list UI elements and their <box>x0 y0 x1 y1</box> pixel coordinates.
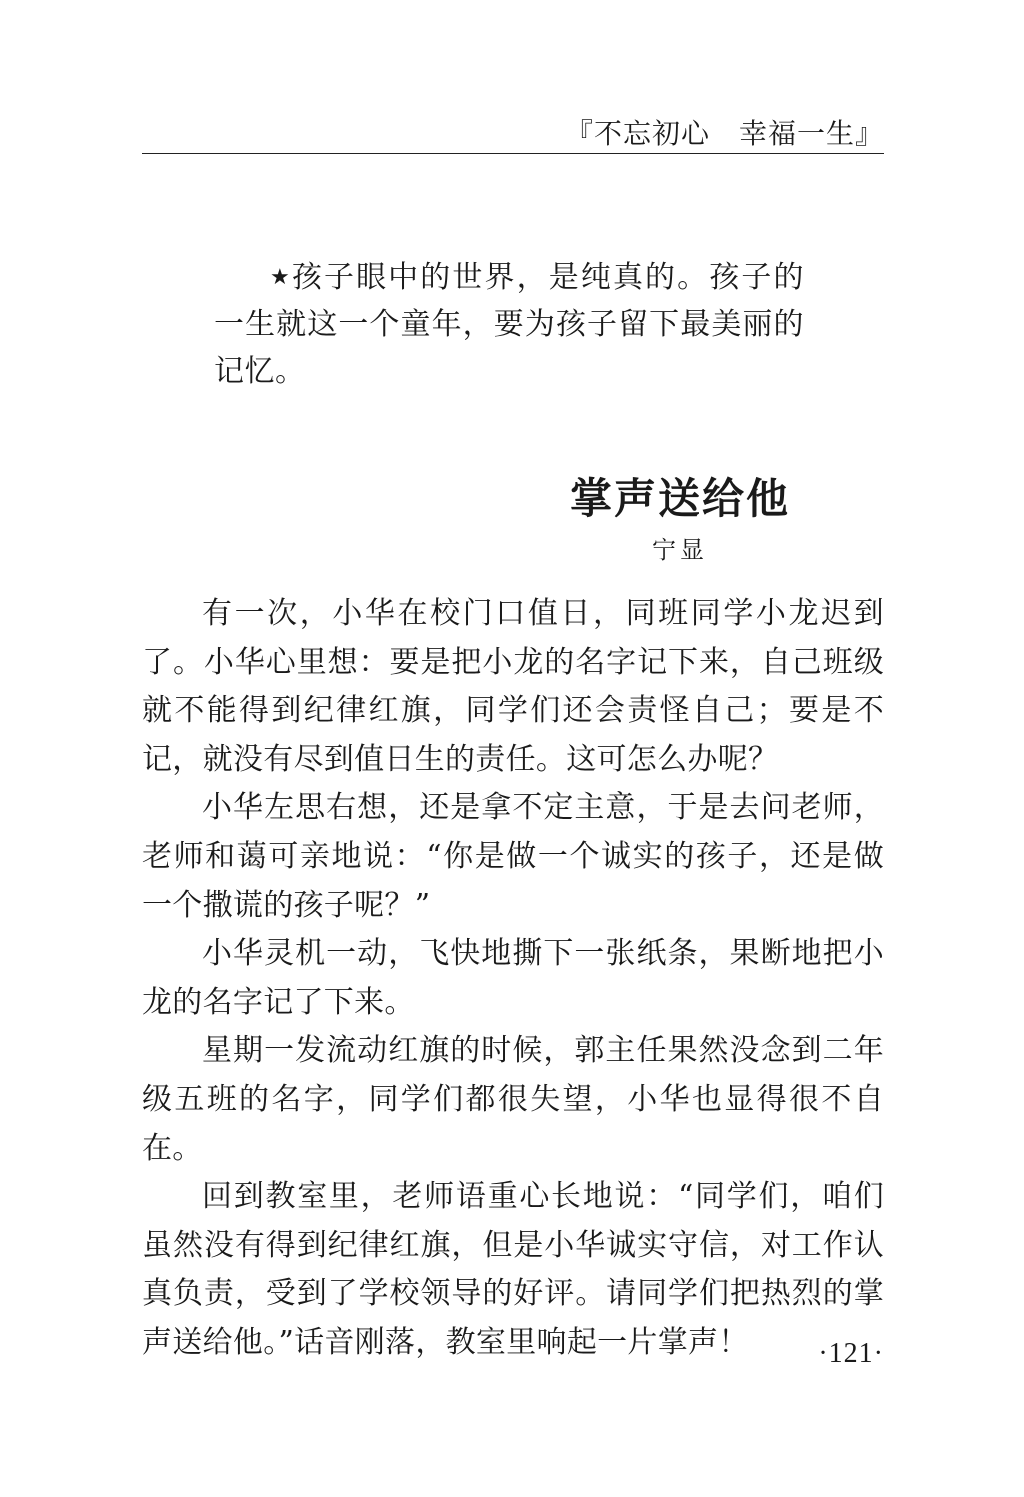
paragraph: 回到教室里，老师语重心长地说：“同学们，咱们虽然没有得到纪律红旗，但是小华诚实守信，对工作认真负责，受到了学校领导的好评。请同学们把热烈的掌声送给他。”话音刚落，教室里响起一片掌声！ <box>142 1179 884 1360</box>
paragraph: 星期一发流动红旗的时候，郭主任果然没念到二年级五班的名字，同学们都很失望，小华也显得很不自在。 <box>142 1033 884 1166</box>
running-header <box>142 112 884 158</box>
epigraph-quote <box>214 254 804 395</box>
running-header-title: 『不忘初心 幸福一生』 <box>559 112 884 152</box>
article-author: 宁显 <box>652 536 708 564</box>
epigraph-text: 孩子眼中的世界，是纯真的。孩子的一生就这一个童年，要为孩子留下最美丽的记忆。 <box>214 260 804 389</box>
paragraph: 小华左思右想，还是拿不定主意，于是去问老师，老师和蔼可亲地说：“你是做一个诚实的孩子，还是做一个撒谎的孩子呢？” <box>142 790 884 923</box>
article-body <box>142 590 884 1368</box>
star-icon: ★ <box>270 265 292 290</box>
paragraph: 有一次，小华在校门口值日，同班同学小龙迟到了。小华心里想：要是把小龙的名字记下来，自己班级就不能得到纪律红旗，同学们还会责怪自己；要是不记，就没有尽到值日生的责任。这可怎么办呢？ <box>142 596 884 777</box>
header-rule <box>142 153 884 154</box>
page-number: ·121· <box>818 1338 884 1369</box>
paragraph: 小华灵机一动，飞快地撕下一张纸条，果断地把小龙的名字记了下来。 <box>142 936 884 1020</box>
article-title: 掌声送给他 <box>569 474 790 523</box>
